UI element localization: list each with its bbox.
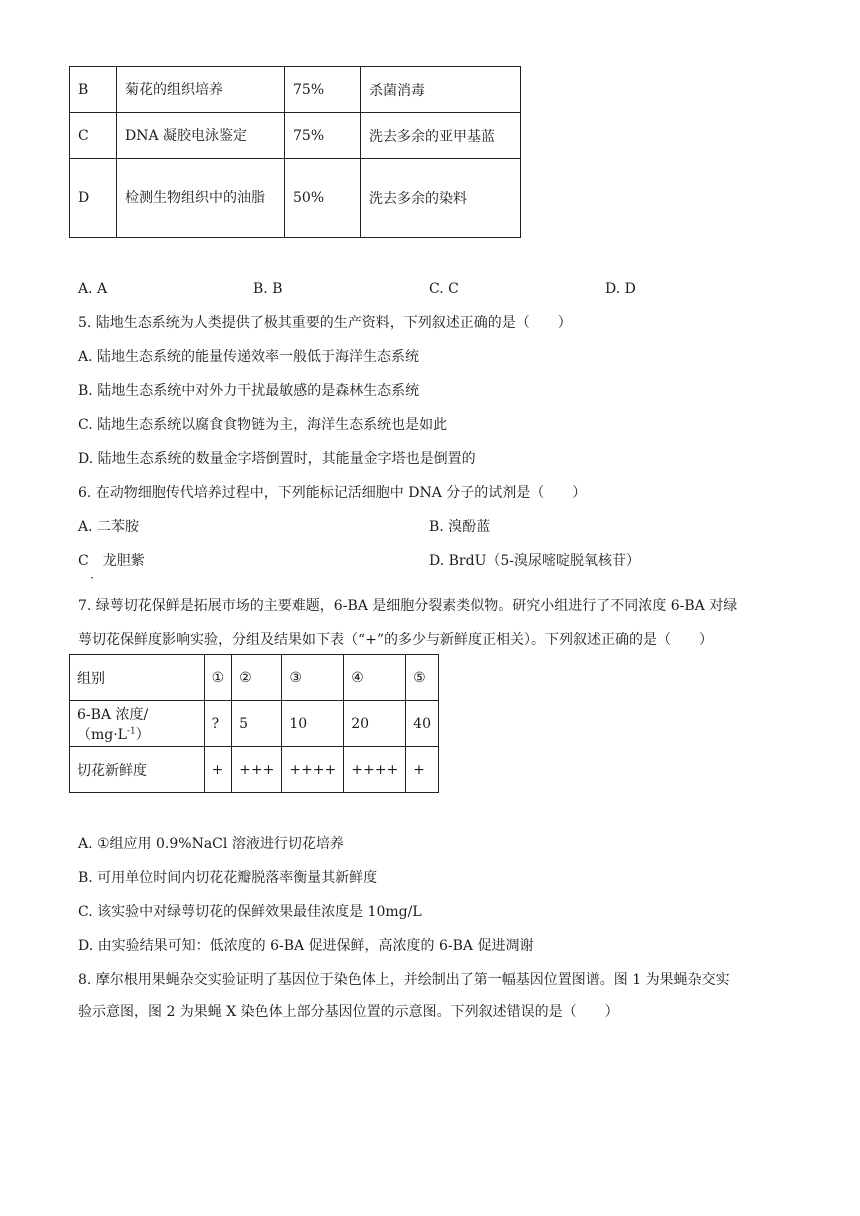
table-cell: ④ [344, 655, 406, 701]
table-row [70, 747, 439, 793]
table-cell: 5 [232, 701, 282, 747]
table-cell: C [70, 113, 117, 159]
q7-stem-line2: 萼切花保鲜度影响实验，分组及结果如下表（“+”的多少与新鲜度正相关）。下列叙述正确的是（ ） [78, 632, 714, 648]
table-cell: ③ [282, 655, 344, 701]
table-cell: 20 [344, 701, 406, 747]
q5-option-c: C. 陆地生态系统以腐食食物链为主，海洋生态系统也是如此 [78, 417, 448, 433]
q7-option-a: A. ①组应用 0.9%NaCl 溶液进行切花培养 [78, 836, 344, 852]
table-cell: + [204, 747, 232, 793]
q6-option-a: A. 二苯胺 [78, 519, 140, 535]
q5-option-d: D. 陆地生态系统的数量金字塔倒置时，其能量金字塔也是倒置的 [78, 451, 476, 467]
table-cell: 检测生物组织中的油脂 [117, 159, 285, 238]
table-row [70, 655, 439, 701]
conc-sup: -1 [126, 725, 136, 736]
table-cell: 杀菌消毒 [361, 67, 521, 113]
table-cell: ++++ [282, 747, 344, 793]
table-row [70, 159, 521, 238]
reagent-table [69, 66, 521, 238]
table-cell: D [70, 159, 117, 238]
q5-option-b: B. 陆地生态系统中对外力干扰最敏感的是森林生态系统 [78, 383, 420, 399]
table-cell: + [406, 747, 439, 793]
table-cell: ? [204, 701, 232, 747]
table-cell: +++ [232, 747, 282, 793]
table-cell: 75% [285, 113, 361, 159]
table-row [70, 67, 521, 113]
table-cell: 50% [285, 159, 361, 238]
q6-option-b: B. 溴酚蓝 [429, 519, 491, 535]
results-table [69, 654, 439, 793]
q6-stem: 6. 在动物细胞传代培养过程中，下列能标记活细胞中 DNA 分子的试剂是（ ） [78, 485, 587, 501]
table-cell: 75% [285, 67, 361, 113]
conc-close: ） [135, 726, 150, 743]
table-cell [70, 701, 205, 747]
table-cell: ② [232, 655, 282, 701]
conc-label: 6-BA 浓度/（mg·L [77, 706, 149, 743]
q8-stem-line2: 验示意图，图 2 为果蝇 X 染色体上部分基因位置的示意图。下列叙述错误的是（ ） [78, 1004, 619, 1020]
table-row [70, 701, 439, 747]
q6-option-d: D. BrdU（5-溴尿嘧啶脱氧核苷） [429, 553, 641, 569]
table-cell: 40 [406, 701, 439, 747]
table-row [70, 113, 521, 159]
q4-option-c: C. C [429, 281, 459, 297]
q4-option-b: B. B [253, 281, 283, 297]
q7-stem-line1: 7. 绿萼切花保鲜是拓展市场的主要难题，6-BA 是细胞分裂素类似物。研究小组进行了不同浓度 6-BA 对绿 [78, 598, 738, 614]
q4-option-d: D. D [605, 281, 636, 297]
q6-option-c: C 龙胆紫 [78, 553, 145, 569]
q4-option-a: A. A [78, 281, 108, 297]
table-cell: ⑤ [406, 655, 439, 701]
table-cell: ① [204, 655, 232, 701]
table-cell: ++++ [344, 747, 406, 793]
table-cell: 菊花的组织培养 [117, 67, 285, 113]
table-cell: 组别 [70, 655, 205, 701]
dot-mark: · [90, 571, 94, 585]
table-cell: 10 [282, 701, 344, 747]
table-cell: 洗去多余的染料 [361, 159, 521, 238]
q7-option-c: C. 该实验中对绿萼切花的保鲜效果最佳浓度是 10mg/L [78, 904, 422, 920]
table-cell: DNA 凝胶电泳鉴定 [117, 113, 285, 159]
q8-stem-line1: 8. 摩尔根用果蝇杂交实验证明了基因位于染色体上，并绘制出了第一幅基因位置图谱。图 1 为果蝇杂交实 [78, 972, 730, 988]
table-cell: B [70, 67, 117, 113]
table-cell: 切花新鲜度 [70, 747, 205, 793]
q5-option-a: A. 陆地生态系统的能量传递效率一般低于海洋生态系统 [78, 349, 420, 365]
q7-option-d: D. 由实验结果可知：低浓度的 6-BA 促进保鲜，高浓度的 6-BA 促进凋谢 [78, 938, 534, 954]
q5-stem: 5. 陆地生态系统为人类提供了极其重要的生产资料，下列叙述正确的是（ ） [78, 315, 572, 331]
table-cell: 洗去多余的亚甲基蓝 [361, 113, 521, 159]
q7-option-b: B. 可用单位时间内切花花瓣脱落率衡量其新鲜度 [78, 870, 378, 886]
